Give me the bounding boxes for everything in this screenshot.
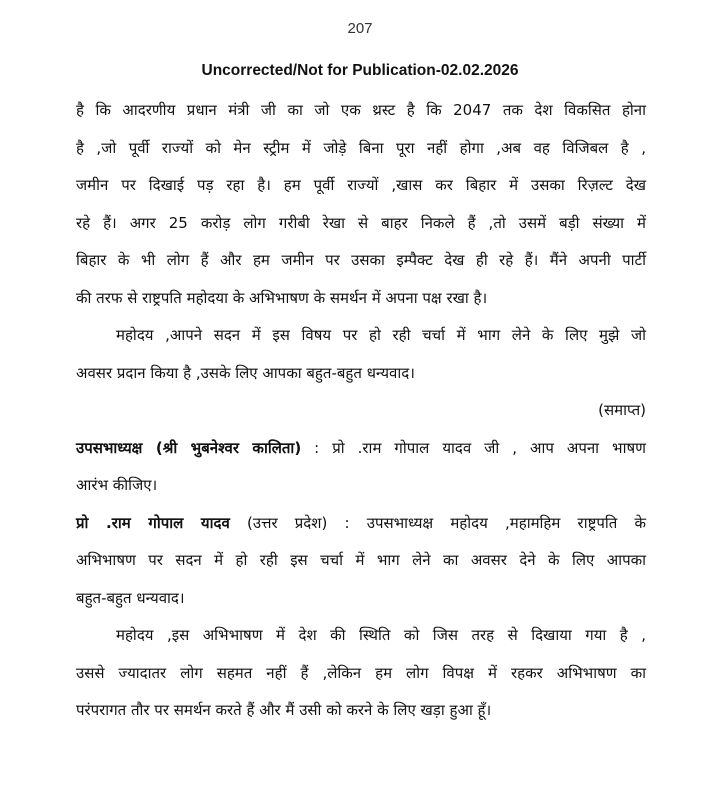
- paragraph-opposition: [76, 617, 646, 730]
- text-line: बिहार के भी लोग हैं और हम जमीन पर उसका इम्पैक्ट देख ही रहे हैं। मैंने अपनी पार्टी: [76, 251, 646, 269]
- text-line: अवसर प्रदान किया है ,उसके लिए आपका बहुत-बहुत धन्यवाद।: [76, 363, 415, 382]
- text-line: जमीन पर दिखाई पड़ रहा है। हम पूर्वी राज्यों ,खास कर बिहार में उसका रिज़ल्ट देख: [76, 176, 646, 194]
- text-line: महोदय ,आपने सदन में इस विषय पर हो रही चर्चा में भाग लेने के लिए मुझे जो: [116, 326, 646, 344]
- page-number: 207: [347, 20, 373, 37]
- member-speech-text: (उत्तर प्रदेश) : उपसभाध्यक्ष महोदय ,महामहिम राष्ट्रपति के: [229, 513, 646, 532]
- text-line: है ,जो पूर्वी राज्यों को मेन स्ट्रीम में जोड़े बिना पूरा नहीं होगा ,अब वह विजिबल है ,: [76, 138, 646, 157]
- text-line: है कि आदरणीय प्रधान मंत्री जी का जो एक थ्रस्ट है कि 2047 तक देश विकसित होना: [76, 101, 646, 119]
- paragraph-thanks: [76, 317, 646, 392]
- chair-speech: [76, 430, 646, 505]
- text-line: परंपरागत तौर पर समर्थन करते हैं और मैं उसी को करने के लिए खड़ा हुआ हूँ।: [76, 701, 492, 719]
- chair-speech-text: : प्रो .राम गोपाल यादव जी , आप अपना भाषण: [301, 438, 646, 457]
- uncorrected-header: Uncorrected/Not for Publication-02.02.2026: [201, 62, 519, 79]
- text-line: की तरफ से राष्ट्रपति महोदया के अभिभाषण के समर्थन में अपना पक्ष रखा है।: [76, 288, 488, 307]
- document-body: [76, 92, 646, 730]
- text-line: अभिभाषण पर सदन में हो रही इस चर्चा में भाग लेने का अवसर देने के लिए आपका: [76, 551, 646, 569]
- text-line: उससे ज्यादातर लोग सहमत नहीं हैं ,लेकिन हम लोग विपक्ष में रहकर अभिभाषण का: [76, 663, 646, 682]
- member-speech: [76, 505, 646, 618]
- text-line: महोदय ,इस अभिभाषण में देश की स्थिति को जिस तरह से दिखाया गया है ,: [116, 626, 646, 644]
- paragraph-continuation: [76, 92, 646, 317]
- speaker-name-chair: उपसभाध्यक्ष (श्री भुबनेश्वर कालिता): [76, 438, 302, 457]
- text-line: [76, 430, 646, 468]
- end-marker: (समाप्त): [598, 401, 646, 419]
- text-line: बहुत-बहुत धन्यवाद।: [76, 588, 185, 607]
- text-line: आरंभ कीजिए।: [76, 476, 158, 494]
- speaker-name-member: प्रो .राम गोपाल यादव: [76, 513, 230, 532]
- text-line: [76, 505, 646, 543]
- text-line: रहे हैं। अगर 25 करोड़ लोग गरीबी रेखा से बाहर निकले हैं ,तो उसमें बड़ी संख्या में: [76, 213, 646, 232]
